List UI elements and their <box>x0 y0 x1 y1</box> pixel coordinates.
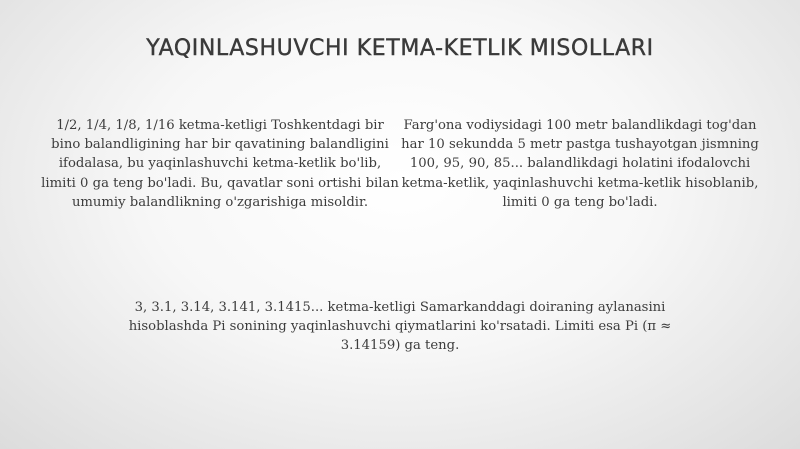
slide-title: YAQINLASHUVCHI KETMA-KETLIK MISOLLARI <box>146 36 654 61</box>
example-paragraph-bottom: 3, 3.1, 3.14, 3.141, 3.1415... ketma-ketligi Samarkanddagi doiraning aylanasini hisoblashda Pi sonining yaqinlashuvchi qiymatlarini ko'rsatadi. Limiti esa Pi (π ≈ 3.14159) ga teng. <box>128 300 672 354</box>
example-paragraph-right: Farg'ona vodiysidagi 100 metr balandlikdagi tog'dan har 10 sekundda 5 metr pastga tushayotgan jismning 100, 95, 90, 85... balandlikdagi holatini ifodalovchi ketma-ketlik, yaqinlashuvchi ketma-ketlik hisoblanib, limiti 0 ga teng bo'ladi. <box>401 118 759 210</box>
example-paragraph-left: 1/2, 1/4, 1/8, 1/16 ketma-ketligi Toshkentdagi bir bino balandligining har bir qavatining balandligini ifodalasa, bu yaqinlashuvchi ketma-ketlik bo'lib, limiti 0 ga teng bo'ladi. Bu, qavatlar soni ortishi bilan umumiy balandlikning o'zgarishiga misoldir. <box>41 118 399 210</box>
